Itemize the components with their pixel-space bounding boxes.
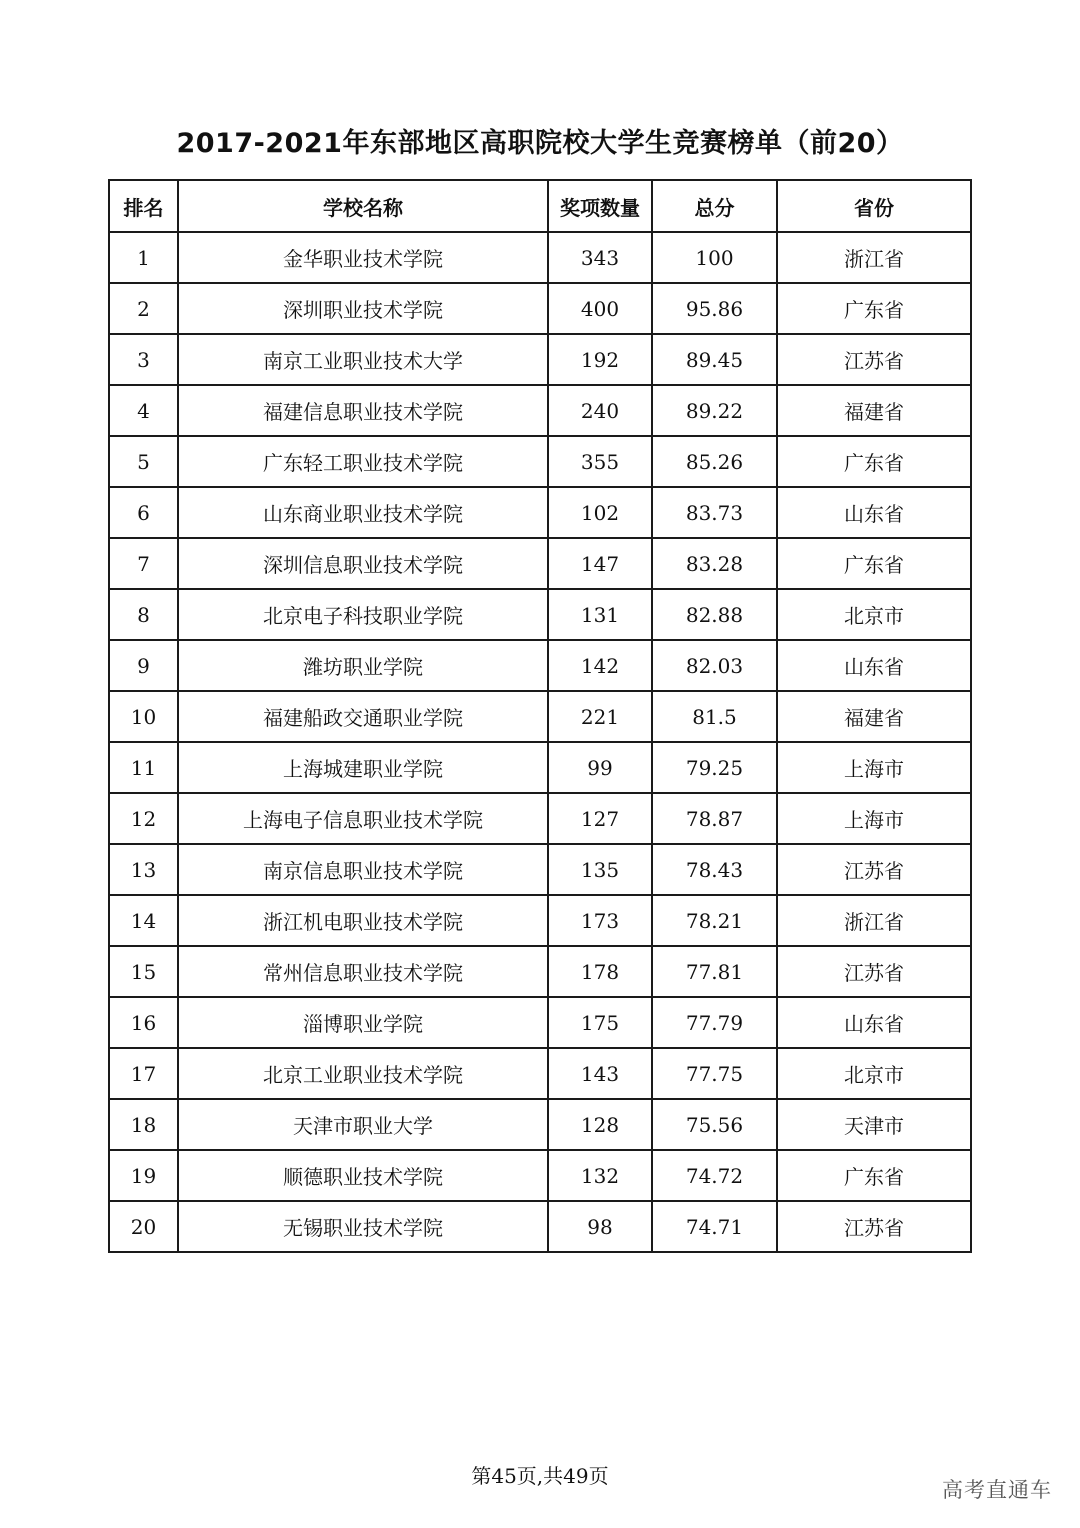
cell-awards: 400 [548, 283, 652, 334]
cell-rank: 18 [109, 1099, 178, 1150]
table-row [109, 844, 971, 895]
table-row [109, 793, 971, 844]
cell-score: 74.71 [652, 1201, 777, 1252]
cell-score: 78.21 [652, 895, 777, 946]
cell-province: 广东省 [777, 436, 971, 487]
cell-score: 79.25 [652, 742, 777, 793]
cell-school: 顺德职业技术学院 [178, 1150, 548, 1201]
cell-score: 81.5 [652, 691, 777, 742]
cell-score: 85.26 [652, 436, 777, 487]
cell-school: 金华职业技术学院 [178, 232, 548, 283]
cell-awards: 98 [548, 1201, 652, 1252]
cell-school: 淄博职业学院 [178, 997, 548, 1048]
cell-awards: 175 [548, 997, 652, 1048]
table-row [109, 640, 971, 691]
table-row [109, 1099, 971, 1150]
cell-province: 江苏省 [777, 1201, 971, 1252]
cell-awards: 128 [548, 1099, 652, 1150]
page-title: 2017-2021年东部地区高职院校大学生竞赛榜单（前20） [176, 128, 904, 159]
table-body [109, 232, 971, 1252]
cell-awards: 135 [548, 844, 652, 895]
cell-province: 山东省 [777, 487, 971, 538]
table-row [109, 1150, 971, 1201]
cell-province: 浙江省 [777, 895, 971, 946]
cell-school: 山东商业职业技术学院 [178, 487, 548, 538]
cell-awards: 99 [548, 742, 652, 793]
cell-school: 常州信息职业技术学院 [178, 946, 548, 997]
cell-awards: 142 [548, 640, 652, 691]
cell-rank: 4 [109, 385, 178, 436]
cell-rank: 11 [109, 742, 178, 793]
table-row [109, 997, 971, 1048]
column-header-province: 省份 [777, 180, 971, 232]
cell-province: 浙江省 [777, 232, 971, 283]
cell-province: 山东省 [777, 997, 971, 1048]
table-row [109, 742, 971, 793]
cell-rank: 3 [109, 334, 178, 385]
table-row [109, 691, 971, 742]
cell-rank: 15 [109, 946, 178, 997]
cell-awards: 192 [548, 334, 652, 385]
table-row [109, 487, 971, 538]
cell-province: 山东省 [777, 640, 971, 691]
table-row [109, 1048, 971, 1099]
cell-province: 上海市 [777, 793, 971, 844]
table-header-row [109, 180, 971, 232]
cell-school: 南京信息职业技术学院 [178, 844, 548, 895]
cell-province: 上海市 [777, 742, 971, 793]
cell-awards: 178 [548, 946, 652, 997]
cell-school: 福建船政交通职业学院 [178, 691, 548, 742]
cell-awards: 127 [548, 793, 652, 844]
cell-score: 82.88 [652, 589, 777, 640]
cell-rank: 8 [109, 589, 178, 640]
cell-score: 100 [652, 232, 777, 283]
cell-score: 75.56 [652, 1099, 777, 1150]
cell-rank: 10 [109, 691, 178, 742]
cell-rank: 20 [109, 1201, 178, 1252]
cell-score: 78.87 [652, 793, 777, 844]
table-row [109, 946, 971, 997]
cell-rank: 1 [109, 232, 178, 283]
cell-awards: 173 [548, 895, 652, 946]
column-header-awards: 奖项数量 [548, 180, 652, 232]
table-row [109, 283, 971, 334]
table-row [109, 334, 971, 385]
cell-awards: 240 [548, 385, 652, 436]
cell-province: 江苏省 [777, 946, 971, 997]
column-header-rank: 排名 [109, 180, 178, 232]
cell-awards: 132 [548, 1150, 652, 1201]
column-header-school: 学校名称 [178, 180, 548, 232]
cell-score: 74.72 [652, 1150, 777, 1201]
cell-awards: 102 [548, 487, 652, 538]
cell-province: 北京市 [777, 1048, 971, 1099]
table-row [109, 895, 971, 946]
table-row [109, 589, 971, 640]
cell-rank: 13 [109, 844, 178, 895]
cell-school: 深圳信息职业技术学院 [178, 538, 548, 589]
cell-rank: 14 [109, 895, 178, 946]
cell-score: 78.43 [652, 844, 777, 895]
cell-school: 上海电子信息职业技术学院 [178, 793, 548, 844]
cell-province: 江苏省 [777, 844, 971, 895]
cell-school: 北京工业职业技术学院 [178, 1048, 548, 1099]
cell-province: 福建省 [777, 385, 971, 436]
cell-score: 82.03 [652, 640, 777, 691]
table-row [109, 232, 971, 283]
cell-awards: 147 [548, 538, 652, 589]
cell-school: 广东轻工职业技术学院 [178, 436, 548, 487]
table-row [109, 538, 971, 589]
cell-rank: 5 [109, 436, 178, 487]
cell-school: 深圳职业技术学院 [178, 283, 548, 334]
cell-province: 广东省 [777, 538, 971, 589]
cell-score: 89.45 [652, 334, 777, 385]
cell-score: 77.81 [652, 946, 777, 997]
cell-score: 83.28 [652, 538, 777, 589]
cell-school: 北京电子科技职业学院 [178, 589, 548, 640]
cell-rank: 6 [109, 487, 178, 538]
cell-province: 北京市 [777, 589, 971, 640]
cell-score: 77.75 [652, 1048, 777, 1099]
cell-school: 南京工业职业技术大学 [178, 334, 548, 385]
ranking-table [108, 179, 972, 1253]
cell-score: 77.79 [652, 997, 777, 1048]
cell-awards: 355 [548, 436, 652, 487]
cell-province: 江苏省 [777, 334, 971, 385]
table-row [109, 436, 971, 487]
page-number: 第45页,共49页 [471, 1464, 609, 1488]
cell-school: 福建信息职业技术学院 [178, 385, 548, 436]
cell-score: 89.22 [652, 385, 777, 436]
table-row [109, 385, 971, 436]
cell-province: 天津市 [777, 1099, 971, 1150]
cell-province: 福建省 [777, 691, 971, 742]
cell-awards: 143 [548, 1048, 652, 1099]
cell-awards: 221 [548, 691, 652, 742]
cell-school: 上海城建职业学院 [178, 742, 548, 793]
column-header-score: 总分 [652, 180, 777, 232]
cell-school: 天津市职业大学 [178, 1099, 548, 1150]
watermark: 高考直通车 [942, 1478, 1052, 1502]
cell-rank: 9 [109, 640, 178, 691]
cell-awards: 131 [548, 589, 652, 640]
cell-rank: 12 [109, 793, 178, 844]
cell-score: 95.86 [652, 283, 777, 334]
cell-school: 无锡职业技术学院 [178, 1201, 548, 1252]
cell-school: 潍坊职业学院 [178, 640, 548, 691]
table-row [109, 1201, 971, 1252]
cell-awards: 343 [548, 232, 652, 283]
cell-school: 浙江机电职业技术学院 [178, 895, 548, 946]
cell-province: 广东省 [777, 1150, 971, 1201]
cell-rank: 2 [109, 283, 178, 334]
cell-rank: 17 [109, 1048, 178, 1099]
cell-rank: 16 [109, 997, 178, 1048]
cell-province: 广东省 [777, 283, 971, 334]
cell-rank: 7 [109, 538, 178, 589]
cell-score: 83.73 [652, 487, 777, 538]
cell-rank: 19 [109, 1150, 178, 1201]
